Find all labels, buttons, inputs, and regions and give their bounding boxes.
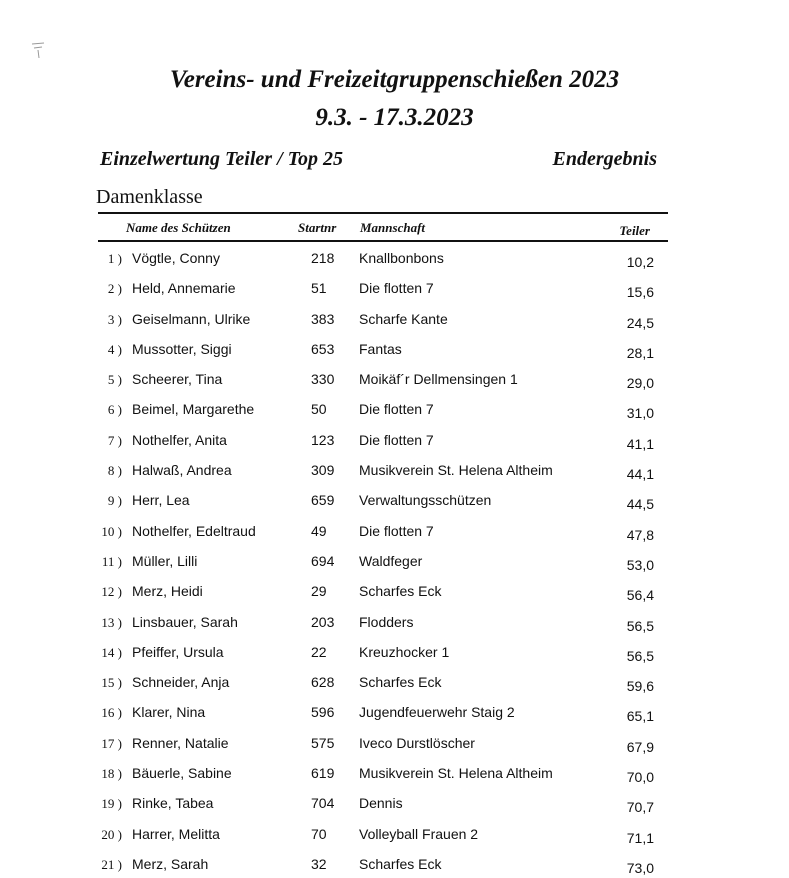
rank-cell: 19 ) bbox=[101, 796, 122, 812]
startnr-cell: 659 bbox=[311, 492, 335, 509]
team-cell: Flodders bbox=[359, 613, 414, 630]
name-cell: Halwaß, Andrea bbox=[132, 462, 232, 479]
startnr-cell: 22 bbox=[311, 643, 327, 660]
name-cell: Geiselmann, Ulrike bbox=[132, 310, 251, 327]
table-row bbox=[98, 787, 668, 817]
teiler-cell: 70,7 bbox=[626, 799, 654, 816]
teiler-cell: 28,1 bbox=[626, 344, 654, 361]
table-row bbox=[98, 545, 668, 575]
team-cell: Waldfeger bbox=[359, 552, 423, 569]
team-cell: Musikverein St. Helena Altheim bbox=[359, 765, 553, 782]
startnr-cell: 330 bbox=[311, 371, 335, 388]
rank-cell: 12 ) bbox=[101, 584, 122, 600]
teiler-cell: 31,0 bbox=[626, 405, 654, 422]
teiler-cell: 44,1 bbox=[626, 466, 654, 483]
rank-cell: 2 ) bbox=[107, 281, 122, 297]
table-row bbox=[98, 484, 668, 514]
team-cell: Scharfes Eck bbox=[359, 583, 442, 600]
team-cell: Verwaltungsschützen bbox=[359, 492, 492, 509]
teiler-cell: 56,5 bbox=[626, 647, 654, 664]
rank-cell: 18 ) bbox=[101, 766, 122, 782]
team-cell: Volleyball Frauen 2 bbox=[359, 825, 479, 842]
table-row bbox=[98, 333, 668, 363]
column-header-startnr: Startnr bbox=[298, 220, 337, 235]
rank-cell: 9 ) bbox=[107, 493, 122, 509]
name-cell: Merz, Heidi bbox=[132, 583, 203, 600]
startnr-cell: 218 bbox=[311, 250, 335, 266]
teiler-cell: 59,6 bbox=[626, 678, 654, 695]
team-cell: Moikäf´r Dellmensingen 1 bbox=[359, 371, 518, 388]
table-row bbox=[98, 454, 668, 484]
startnr-cell: 653 bbox=[311, 340, 335, 357]
name-cell: Renner, Natalie bbox=[132, 734, 229, 751]
teiler-cell: 15,6 bbox=[626, 284, 654, 301]
teiler-cell: 53,0 bbox=[626, 556, 654, 573]
name-cell: Müller, Lilli bbox=[132, 552, 198, 569]
table-row bbox=[98, 242, 668, 272]
name-cell: Rinke, Tabea bbox=[132, 795, 214, 812]
startnr-cell: 51 bbox=[311, 280, 327, 297]
rank-cell: 3 ) bbox=[107, 311, 122, 327]
table-body bbox=[98, 242, 668, 878]
team-cell: Kreuzhocker 1 bbox=[359, 643, 450, 660]
result-status: Endergebnis bbox=[552, 148, 657, 170]
team-cell: Dennis bbox=[359, 795, 403, 812]
table-header bbox=[98, 214, 668, 242]
ranking-subtitle: Einzelwertung Teiler / Top 25 bbox=[100, 148, 344, 170]
rank-cell: 11 ) bbox=[101, 553, 122, 569]
name-cell: Scheerer, Tina bbox=[132, 371, 223, 388]
team-cell: Scharfe Kante bbox=[359, 310, 448, 327]
startnr-cell: 596 bbox=[311, 704, 335, 721]
teiler-cell: 56,4 bbox=[626, 587, 654, 604]
teiler-cell: 41,1 bbox=[626, 435, 654, 452]
teiler-cell: 71,1 bbox=[626, 829, 654, 846]
team-cell: Die flotten 7 bbox=[359, 401, 434, 418]
name-cell: Harrer, Melitta bbox=[132, 825, 220, 842]
name-cell: Nothelfer, Anita bbox=[132, 431, 227, 448]
name-cell: Pfeiffer, Ursula bbox=[132, 643, 224, 660]
rank-cell: 15 ) bbox=[101, 675, 122, 691]
team-cell: Scharfes Eck bbox=[359, 855, 442, 872]
rank-cell: 21 ) bbox=[101, 856, 122, 872]
document-title: Vereins- und Freizeitgruppenschießen 2023 bbox=[169, 66, 620, 93]
startnr-cell: 70 bbox=[311, 825, 327, 842]
name-cell: Merz, Sarah bbox=[132, 855, 209, 872]
startnr-cell: 694 bbox=[311, 552, 335, 569]
table-row bbox=[98, 393, 668, 423]
rank-cell: 8 ) bbox=[107, 463, 122, 479]
team-cell: Fantas bbox=[359, 340, 402, 357]
table-row bbox=[98, 818, 668, 848]
teiler-cell: 47,8 bbox=[626, 526, 654, 543]
table-row bbox=[98, 636, 668, 666]
startnr-cell: 49 bbox=[311, 522, 327, 539]
name-cell: Herr, Lea bbox=[132, 492, 190, 509]
table-row bbox=[98, 363, 668, 393]
table-row bbox=[98, 727, 668, 757]
team-cell: Knallbonbons bbox=[359, 250, 444, 266]
teiler-cell: 29,0 bbox=[626, 375, 654, 392]
startnr-cell: 32 bbox=[311, 855, 327, 872]
team-cell: Die flotten 7 bbox=[359, 280, 434, 297]
rank-cell: 13 ) bbox=[101, 614, 122, 630]
scan-artifact-mark bbox=[30, 40, 54, 64]
team-cell: Scharfes Eck bbox=[359, 674, 442, 691]
startnr-cell: 309 bbox=[311, 462, 335, 479]
teiler-cell: 67,9 bbox=[626, 738, 654, 755]
column-header-teiler: Teiler bbox=[619, 223, 650, 238]
table-row bbox=[98, 272, 668, 302]
date-range: 9.3. - 17.3.2023 bbox=[315, 104, 474, 131]
startnr-cell: 704 bbox=[311, 795, 335, 812]
teiler-cell: 70,0 bbox=[626, 769, 654, 786]
team-cell: Die flotten 7 bbox=[359, 522, 434, 539]
rank-cell: 5 ) bbox=[107, 372, 122, 388]
name-cell: Mussotter, Siggi bbox=[132, 340, 232, 357]
table-row bbox=[98, 575, 668, 605]
class-heading: Damenklasse bbox=[96, 186, 203, 208]
table-row bbox=[98, 424, 668, 454]
table-row bbox=[98, 696, 668, 726]
teiler-cell: 44,5 bbox=[626, 496, 654, 513]
startnr-cell: 575 bbox=[311, 734, 335, 751]
name-cell: Klarer, Nina bbox=[132, 704, 206, 721]
rank-cell: 1 ) bbox=[107, 251, 122, 266]
rank-cell: 20 ) bbox=[101, 826, 122, 842]
team-cell: Die flotten 7 bbox=[359, 431, 434, 448]
name-cell: Vögtle, Conny bbox=[132, 250, 220, 266]
rank-cell: 6 ) bbox=[107, 402, 122, 418]
teiler-cell: 73,0 bbox=[626, 859, 654, 876]
teiler-cell: 24,5 bbox=[626, 314, 654, 331]
table-row bbox=[98, 757, 668, 787]
name-cell: Nothelfer, Edeltraud bbox=[132, 522, 256, 539]
team-cell: Iveco Durstlöscher bbox=[359, 734, 475, 751]
teiler-cell: 56,5 bbox=[626, 617, 654, 634]
team-cell: Jugendfeuerwehr Staig 2 bbox=[359, 704, 515, 721]
name-cell: Held, Annemarie bbox=[132, 280, 236, 297]
startnr-cell: 29 bbox=[311, 583, 327, 600]
name-cell: Linsbauer, Sarah bbox=[132, 613, 238, 630]
startnr-cell: 203 bbox=[311, 613, 335, 630]
results-table bbox=[98, 212, 668, 878]
teiler-cell: 65,1 bbox=[626, 708, 654, 725]
startnr-cell: 619 bbox=[311, 765, 335, 782]
rank-cell: 16 ) bbox=[101, 705, 122, 721]
column-header-team: Mannschaft bbox=[360, 220, 426, 235]
rank-cell: 14 ) bbox=[101, 644, 122, 660]
column-header-name: Name des Schützen bbox=[126, 220, 231, 235]
rank-cell: 4 ) bbox=[107, 341, 122, 357]
startnr-cell: 123 bbox=[311, 431, 335, 448]
startnr-cell: 628 bbox=[311, 674, 335, 691]
rank-cell: 17 ) bbox=[101, 735, 122, 751]
table-row bbox=[98, 606, 668, 636]
name-cell: Bäuerle, Sabine bbox=[132, 765, 232, 782]
table-row bbox=[98, 303, 668, 333]
team-cell: Musikverein St. Helena Altheim bbox=[359, 462, 553, 479]
teiler-cell: 10,2 bbox=[626, 254, 654, 270]
table-row bbox=[98, 515, 668, 545]
table-row bbox=[98, 666, 668, 696]
rank-cell: 7 ) bbox=[107, 432, 122, 448]
name-cell: Beimel, Margarethe bbox=[132, 401, 255, 418]
name-cell: Schneider, Anja bbox=[132, 674, 230, 691]
rank-cell: 10 ) bbox=[101, 523, 122, 539]
table-row bbox=[98, 848, 668, 878]
startnr-cell: 50 bbox=[311, 401, 327, 418]
startnr-cell: 383 bbox=[311, 310, 335, 327]
